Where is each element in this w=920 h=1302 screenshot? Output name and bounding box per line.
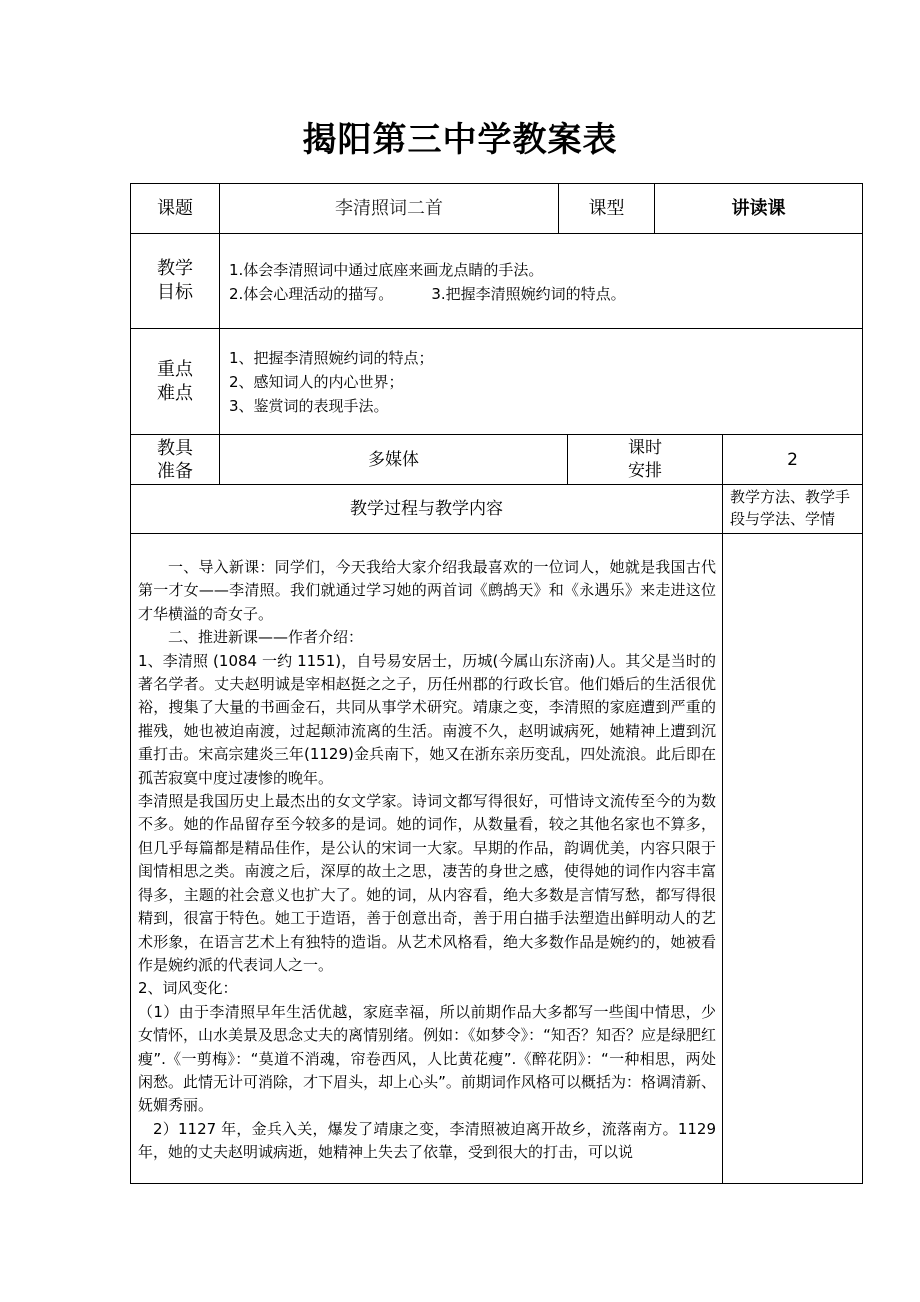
keypoints-label: 重点 难点: [157, 358, 193, 404]
lesson-type-value: 讲读课: [731, 197, 786, 219]
lesson-type-label: 课型: [588, 197, 625, 219]
objective-item: 2.体会心理活动的描写。 3.把握李清照婉约词的特点。: [229, 285, 626, 303]
content-paragraph: 二、推进新课——作者介绍：: [168, 628, 364, 647]
content-paragraph: 2）1127 年，金兵入关，爆发了靖康之变，李清照被迫离开故乡，流落南方。1129 年，她的丈夫赵明诚病逝，她精神上失去了依靠，受到很大的打击，可以说: [138, 1119, 716, 1162]
keypoint-item: 2、感知词人的内心世界；: [229, 373, 404, 391]
content-paragraph: 一、导入新课：同学们，今天我给大家介绍我最喜欢的一位词人，她就是我国古代第一才女——李清照。我们就通过学习她的两首词《鹧鸪天》和《永遇乐》来走进这位才华横溢的奇女子。: [138, 558, 716, 623]
objectives-label: 教学 目标: [157, 258, 193, 303]
keypoint-item: 1、把握李清照婉约词的特点；: [229, 349, 434, 367]
topic-value: 李清照词二首: [335, 197, 443, 219]
method-header: 教学方法、教学手段与学法、学情: [730, 488, 851, 528]
content-paragraph: 1、李清照 (1084 一约 1151)，自号易安居士，历城(今属山东济南)人。其父是当时的著名学者。丈夫赵明诚是宰相赵挺之之子，历任州郡的行政长官。他们婚后的生活很优裕，搜集了大量的书画金石，共同从事学术研究。靖康之变，李清照的家庭遭到严重的摧残，她也被迫南渡，过起颠沛流离的生活。南渡不久，赵明诚病死，她精神上遭到沉重打击。宋高宗建炎三年(1129)金兵南下，她又在浙东亲历变乱，四处流浪。此后即在孤苦寂寞中度过凄惨的晚年。: [138, 651, 716, 787]
topic-label: 课题: [157, 197, 193, 219]
content-paragraph: 李清照是我国历史上最杰出的女文学家。诗词文都写得很好，可惜诗文流传至今的为数不多。她的作品留存至今较多的是词。她的词作，从数量看，较之其他名家也不算多，但几乎每篇都是精品佳作，是公认的宋词一大家。早期的作品，韵调优美，内容只限于闺情相思之类。南渡之后，深厚的故土之思，凄苦的身世之感，使得她的词作内容丰富得多，主题的社会意义也扩大了。她的词，从内容看，绝大多数是言情写愁，都写得很精到，很富于特色。她工于造语，善于创意出奇，善于用白描手法塑造出鲜明动人的艺术形象，在语言艺术上有独特的造诣。从艺术风格看，绝大多数作品是婉约的，她被看作是婉约派的代表词人之一。: [138, 792, 716, 974]
tools-label: 教具 准备: [157, 437, 193, 482]
hours-value: 2: [787, 449, 798, 470]
content-paragraph: 2、词风变化：: [138, 979, 238, 998]
objective-item: 1.体会李清照词中通过底座来画龙点睛的手法。: [229, 261, 544, 279]
tools-value: 多媒体: [368, 449, 419, 470]
keypoint-item: 3、鉴赏词的表现手法。: [229, 397, 389, 415]
content-paragraph: （1）由于李清照早年生活优越，家庭幸福，所以前期作品大多都写一些闺中情思，少女情怀，山水美景及思念丈夫的离情别绪。例如：《如梦令》：“知否？知否？应是绿肥红瘦”.《一剪梅》：“莫道不消魂，帘卷西风，人比黄花瘦”.《醉花阴》：“一种相思，两处闲愁。此情无计可消除，才下眉头，却上心头”。前期词作风格可以概括为：格调清新、妩媚秀丽。: [138, 1002, 716, 1115]
objectives-list: [229, 258, 626, 306]
lesson-content: [138, 556, 716, 1165]
keypoints-list: [229, 346, 434, 418]
document-title: 揭阳第三中学教案表: [302, 120, 618, 160]
process-header: 教学过程与教学内容: [350, 499, 503, 519]
hours-label: 课时 安排: [628, 437, 662, 481]
